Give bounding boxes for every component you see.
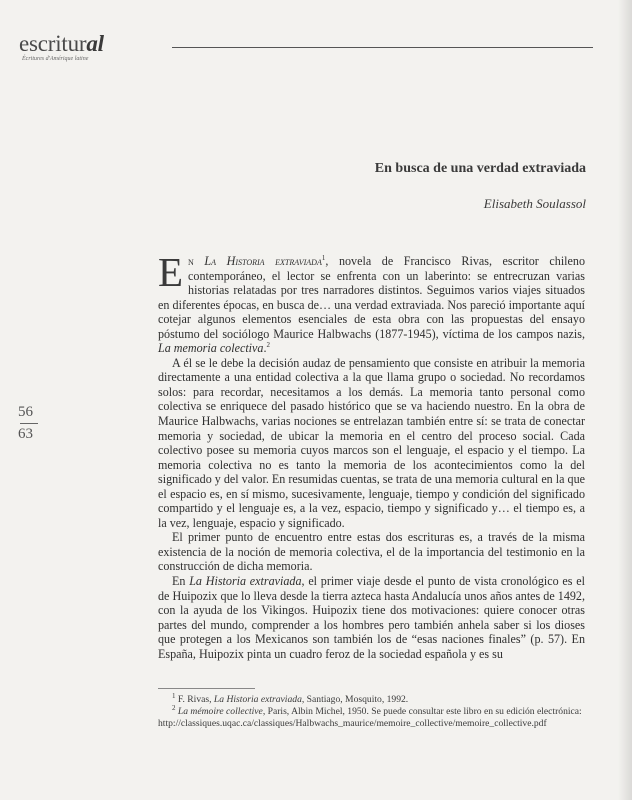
p1-essay-title: La memoria colectiva: [158, 341, 264, 356]
paragraph-4: [158, 574, 585, 661]
paragraph-2: A él se le debe la decisión audaz de pensamiento que consiste en atribuir la memoria directamente a una entidad colectiva a la que llama grupo o sociedad. No recordamos solos: para recordar, necesitamos a los demás. La memoria tanto personal como colectiva se enriquece del pasado histórico que se va haciendo nuestro. En la obra de Maurice Halbwachs, varias nociones se entrelazan también entre sí: se trata de conectar memoria y sociedad, de ubicar la memoria en el centro del proceso social. Cada colectivo posee su memoria cuyos marcos son el lenguaje, el espacio y el tiempo. La memoria colectiva no es tanto la memoria de los acontecimientos como la del significado y del valor. En resumidas cuentas, se trata de una memoria cultural en la que el espacio es, en sí mismo, sucesivamente, lenguaje, tiempo y condición del significado compartido y el lenguaje es, a la vez, espacio, tiempo y significado y… el tiempo es, a la vez, lenguaje, espacio y significado.: [158, 355, 585, 530]
footnote-1-post: , Santiago, Mosquito, 1992.: [301, 694, 409, 705]
p1-lead: n: [188, 254, 205, 268]
p4-text: , el primer viaje desde el punto de vista cronológico es el de Huipozix que lo lleva desde la tierra azteca hasta Andalucía unos años antes de 1492, con la ayuda de los Vikingos. Huipozix tiene dos motivaciones: quiere conocer otras partes del mundo, comprender a los hombres pero también anhela saber si los dioses que protegen a los Mexicanos son también los de “esas naciones finales” (p. 57). En España, Huipozix pinta un cuadro feroz de la sociedad española y es su: [158, 574, 585, 661]
footnote-ref-2: 2: [266, 341, 270, 350]
logo-main: escritur: [19, 31, 87, 56]
footnote-ref-1: 1: [321, 253, 326, 262]
article-author: Elisabeth Soulassol: [483, 196, 586, 211]
page-edge-shadow: [618, 0, 632, 800]
logo-subtitle: Écritures d'Amérique latine: [22, 56, 89, 62]
p1-end: .: [263, 341, 267, 356]
page-end: 63: [18, 426, 33, 442]
p1-book-title: La Historia extraviada: [204, 254, 322, 268]
logo-accent: al: [86, 31, 104, 56]
p4-book-title: La Historia extraviada: [189, 574, 302, 589]
footnotes: [158, 691, 585, 730]
page-range: [18, 405, 38, 442]
footnote-2-post: , Paris, Albin Michel, 1950. Se puede consultar este libro en su edición electrónica: http://classiques.uqac.ca/classiques/Halbwachs_maurice/memoire_collective/memoire_collective.pdf: [158, 706, 582, 729]
footnote-2-title: La mémoire collective: [177, 706, 263, 717]
paragraph-3: El primer punto de encuentro entre estas dos escrituras es, a través de la misma existencia de la noción de memoria colectiva, el de la importancia del testimonio en la construcción de dicha memoria.: [158, 530, 585, 574]
logo-wordmark: [19, 32, 104, 55]
article-title: En busca de una verdad extraviada: [374, 161, 586, 176]
p4-lead: En: [172, 574, 190, 589]
paragraph-1: [158, 249, 586, 356]
header-rule: [172, 47, 593, 48]
footnote-1-number: 1: [172, 691, 176, 700]
footnote-1-pre: F. Rivas,: [177, 694, 214, 705]
page-range-rule: [20, 423, 38, 424]
footnote-1: [158, 691, 585, 706]
article-body: [158, 249, 586, 661]
footnote-2: [158, 703, 585, 730]
footnote-1-title: La Historia extraviada: [213, 694, 302, 705]
page-start: 56: [18, 404, 33, 420]
drop-cap: E: [158, 249, 184, 295]
footnote-2-number: 2: [172, 703, 176, 712]
p1-text: , novela de Francisco Rivas, escritor chileno contemporáneo, el lector se enfrenta con un laberinto: se entrecruzan varias historias relatadas por tres narradores distintos. Seguimos varios viajes situados en diferentes épocas, en busca de… una verdad extraviada. Nos pareció importante aquí cotejar algunos elementos esenciales de esta obra con las propuestas del ensayo póstumo del sociólogo Maurice Halbwachs (1877-1945), víctima de los campos nazis,: [158, 254, 586, 341]
footnote-rule: [158, 688, 255, 689]
journal-logo: [19, 32, 104, 62]
